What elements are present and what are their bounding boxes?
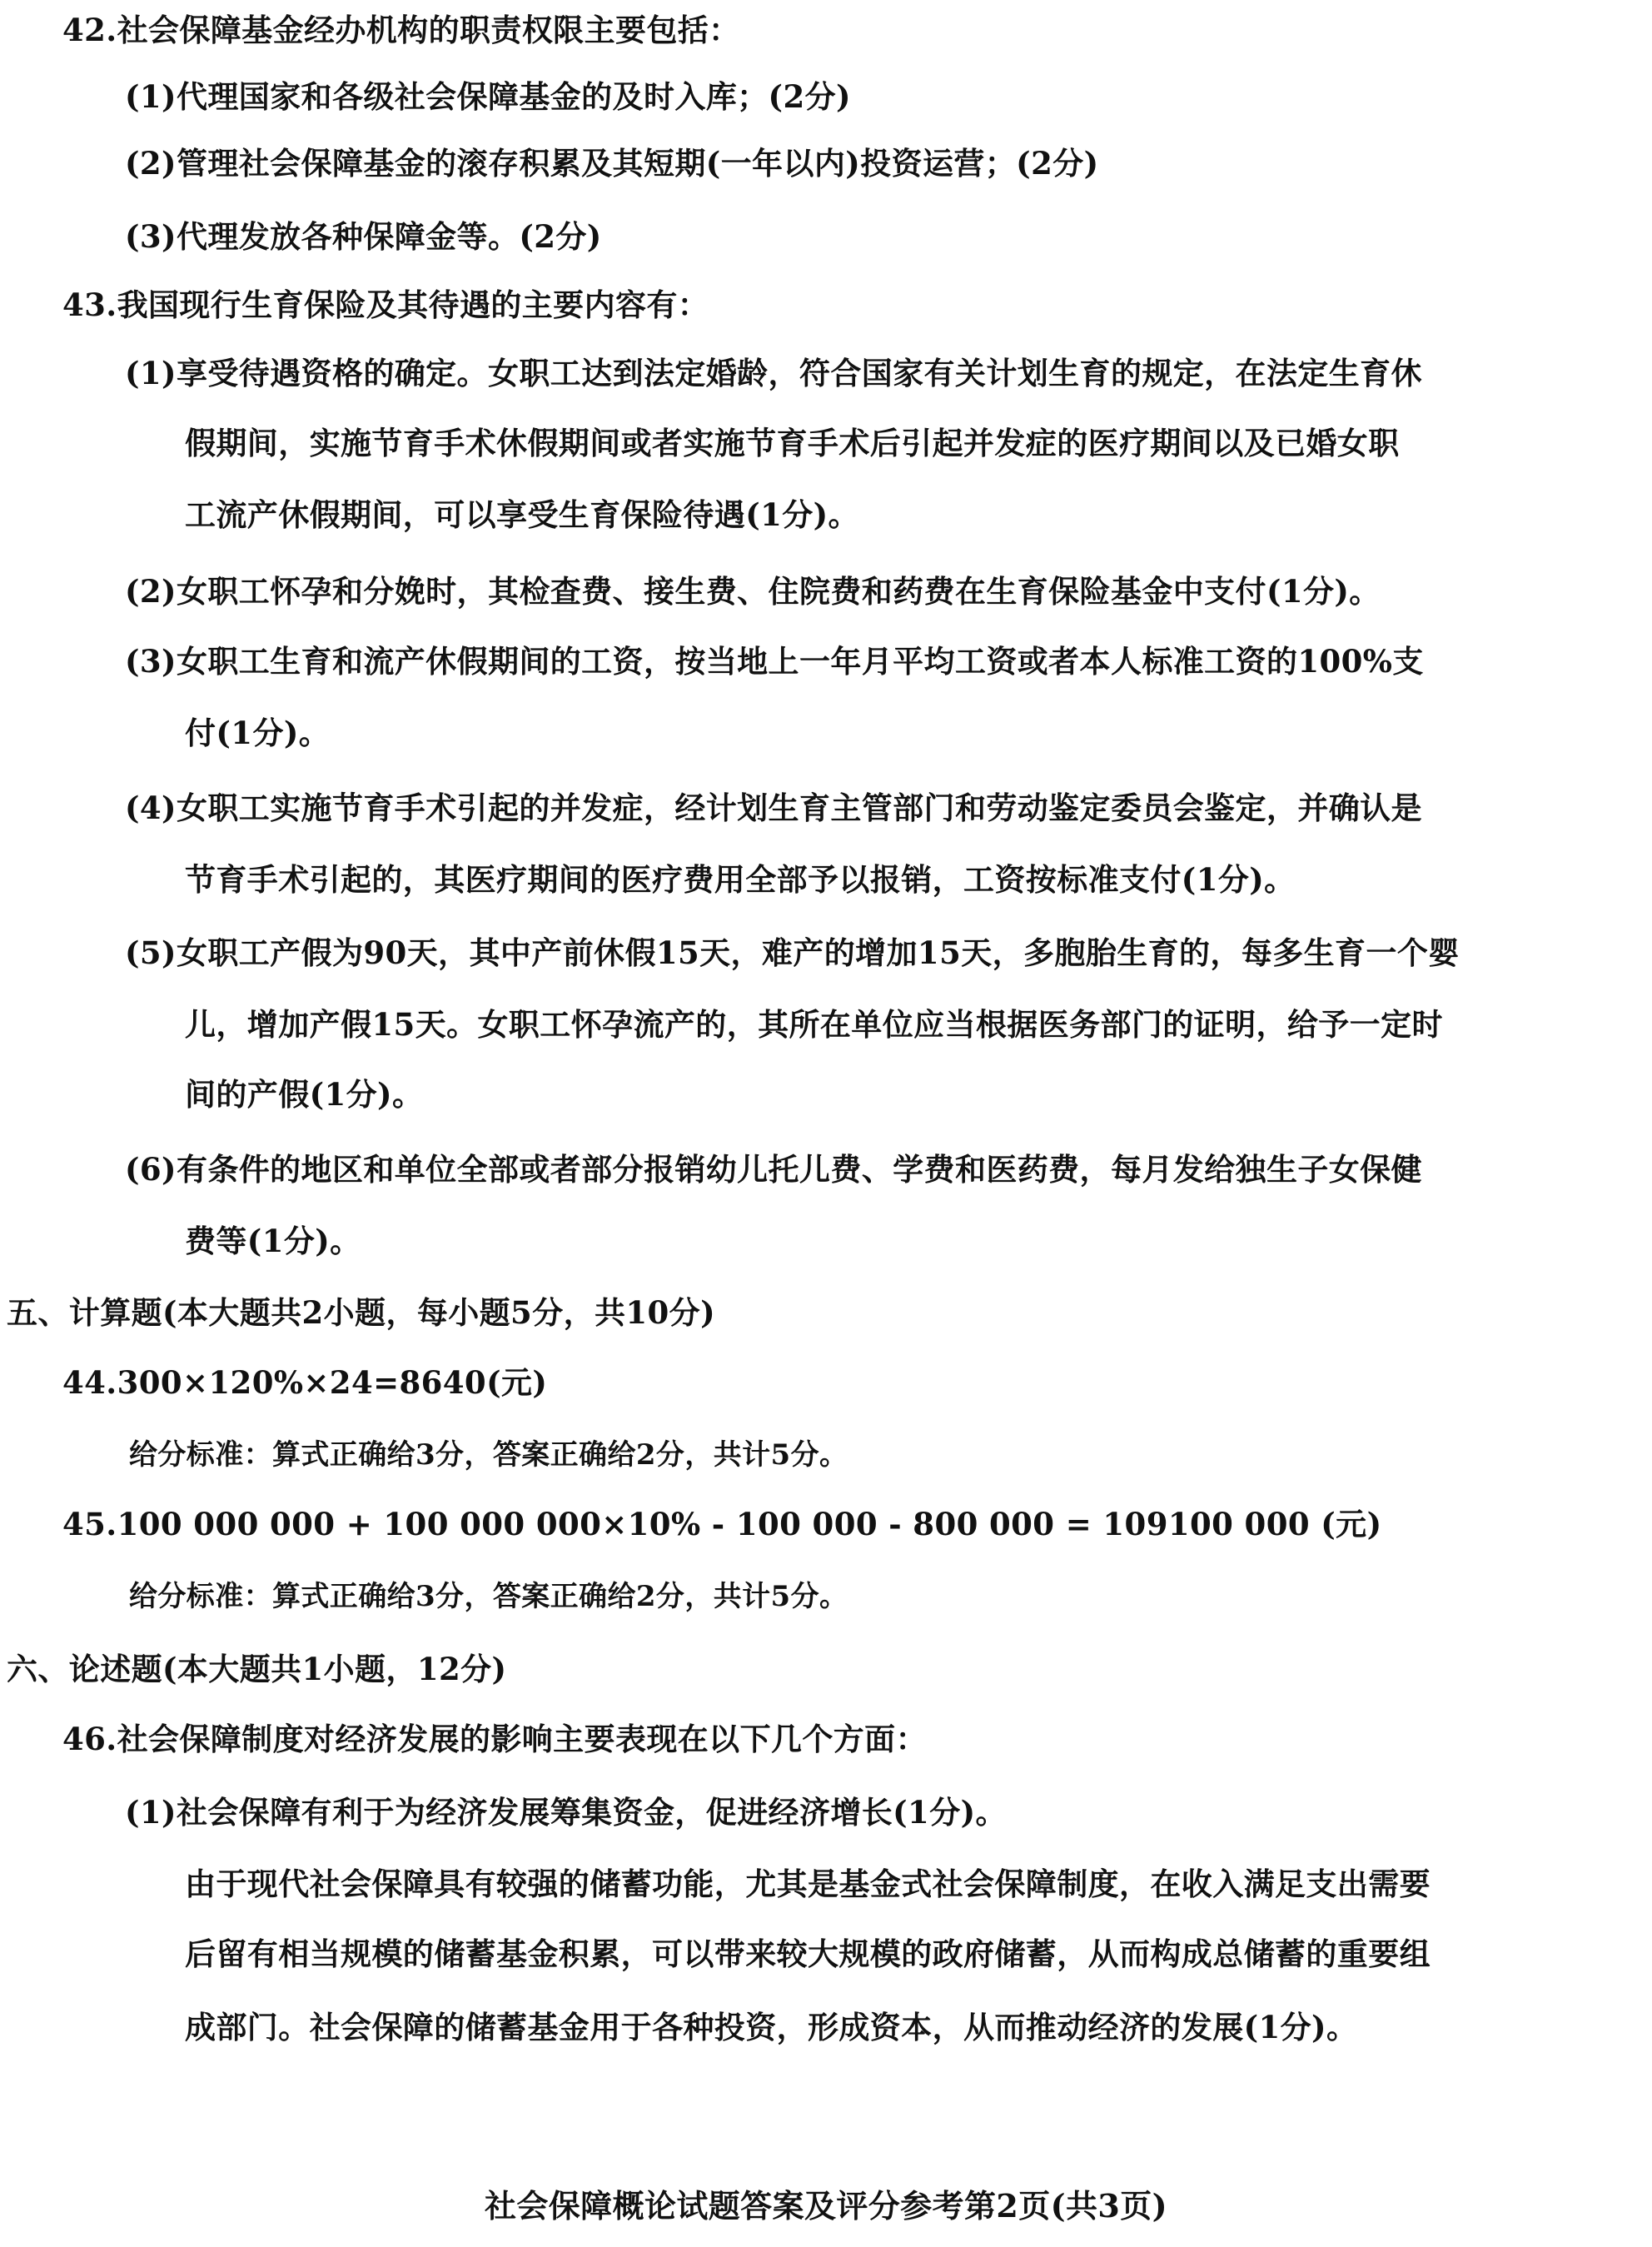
q43-item-6-line-2: 费等(1分)。	[185, 1223, 361, 1259]
q43-item-1-line-2: 假期间，实施节育手术休假期间或者实施节育手术后引起并发症的医疗期间以及已婚女职	[185, 425, 1400, 461]
q46-title: 46.社会保障制度对经济发展的影响主要表现在以下几个方面：	[62, 1721, 927, 1757]
q43-item-1-line-3: 工流产休假期间，可以享受生育保险待遇(1分)。	[185, 496, 859, 533]
q43-item-4-line-1: (4)女职工实施节育手术引起的并发症，经计划生育主管部门和劳动鉴定委员会鉴定，并确认是	[125, 790, 1422, 826]
q42-item-1: (1)代理国家和各级社会保障基金的及时入库；(2分)	[125, 78, 851, 115]
q43-item-3-line-1: (3)女职工生育和流产休假期间的工资，按当地上一年月平均工资或者本人标准工资的100%支	[125, 643, 1424, 680]
q43-item-1-line-1: (1)享受待遇资格的确定。女职工达到法定婚龄，符合国家有关计划生育的规定，在法定生育休	[125, 355, 1422, 391]
q43-item-5-line-1: (5)女职工产假为90天，其中产前休假15天，难产的增加15天，多胞胎生育的，每多生育一个婴	[125, 934, 1460, 971]
q43-title: 43.我国现行生育保险及其待遇的主要内容有：	[62, 286, 709, 323]
section-6-heading: 六、论述题(本大题共1小题，12分)	[7, 1651, 507, 1687]
q46-item-1-text-line-2: 后留有相当规模的储蓄基金积累，可以带来较大规模的政府储蓄，从而构成总储蓄的重要组	[185, 1936, 1431, 1972]
q43-item-3-line-2: 付(1分)。	[185, 715, 331, 751]
q46-item-1: (1)社会保障有利于为经济发展筹集资金，促进经济增长(1分)。	[125, 1794, 1007, 1831]
page-footer: 社会保障概论试题答案及评分参考第2页(共3页)	[484, 2187, 1168, 2225]
q42-item-3: (3)代理发放各种保障金等。(2分)	[125, 218, 602, 255]
q43-item-2: (2)女职工怀孕和分娩时，其检查费、接生费、住院费和药费在生育保险基金中支付(1分)。	[125, 573, 1381, 610]
q44-formula: 44.300×120%×24=8640(元)	[62, 1364, 548, 1401]
q42-title: 42.社会保障基金经办机构的职责权限主要包括：	[62, 12, 740, 48]
q43-item-6-line-1: (6)有条件的地区和单位全部或者部分报销幼儿托儿费、学费和医药费，每月发给独生子女保健	[125, 1151, 1422, 1188]
q45-formula: 45.100 000 000 + 100 000 000×10% - 100 000 - 800 000 = 109100 000 (元)	[62, 1506, 1382, 1542]
q43-item-5-line-3: 间的产假(1分)。	[185, 1076, 424, 1113]
q43-item-4-line-2: 节育手术引起的，其医疗期间的医疗费用全部予以报销，工资按标准支付(1分)。	[185, 861, 1296, 898]
q46-item-1-text-line-1: 由于现代社会保障具有较强的储蓄功能，尤其是基金式社会保障制度，在收入满足支出需要	[185, 1866, 1431, 1902]
section-5-heading: 五、计算题(本大题共2小题，每小题5分，共10分)	[7, 1294, 715, 1331]
q43-item-5-line-2: 儿，增加产假15天。女职工怀孕流产的，其所在单位应当根据医务部门的证明，给予一定时	[185, 1006, 1443, 1043]
q42-item-2: (2)管理社会保障基金的滚存积累及其短期(一年以内)投资运营；(2分)	[125, 145, 1099, 182]
q46-item-1-text-line-3: 成部门。社会保障的储蓄基金用于各种投资，形成资本，从而推动经济的发展(1分)。	[185, 2009, 1358, 2045]
q44-scoring: 给分标准：算式正确给3分，答案正确给2分，共计5分。	[129, 1438, 848, 1472]
q45-scoring: 给分标准：算式正确给3分，答案正确给2分，共计5分。	[129, 1580, 848, 1613]
